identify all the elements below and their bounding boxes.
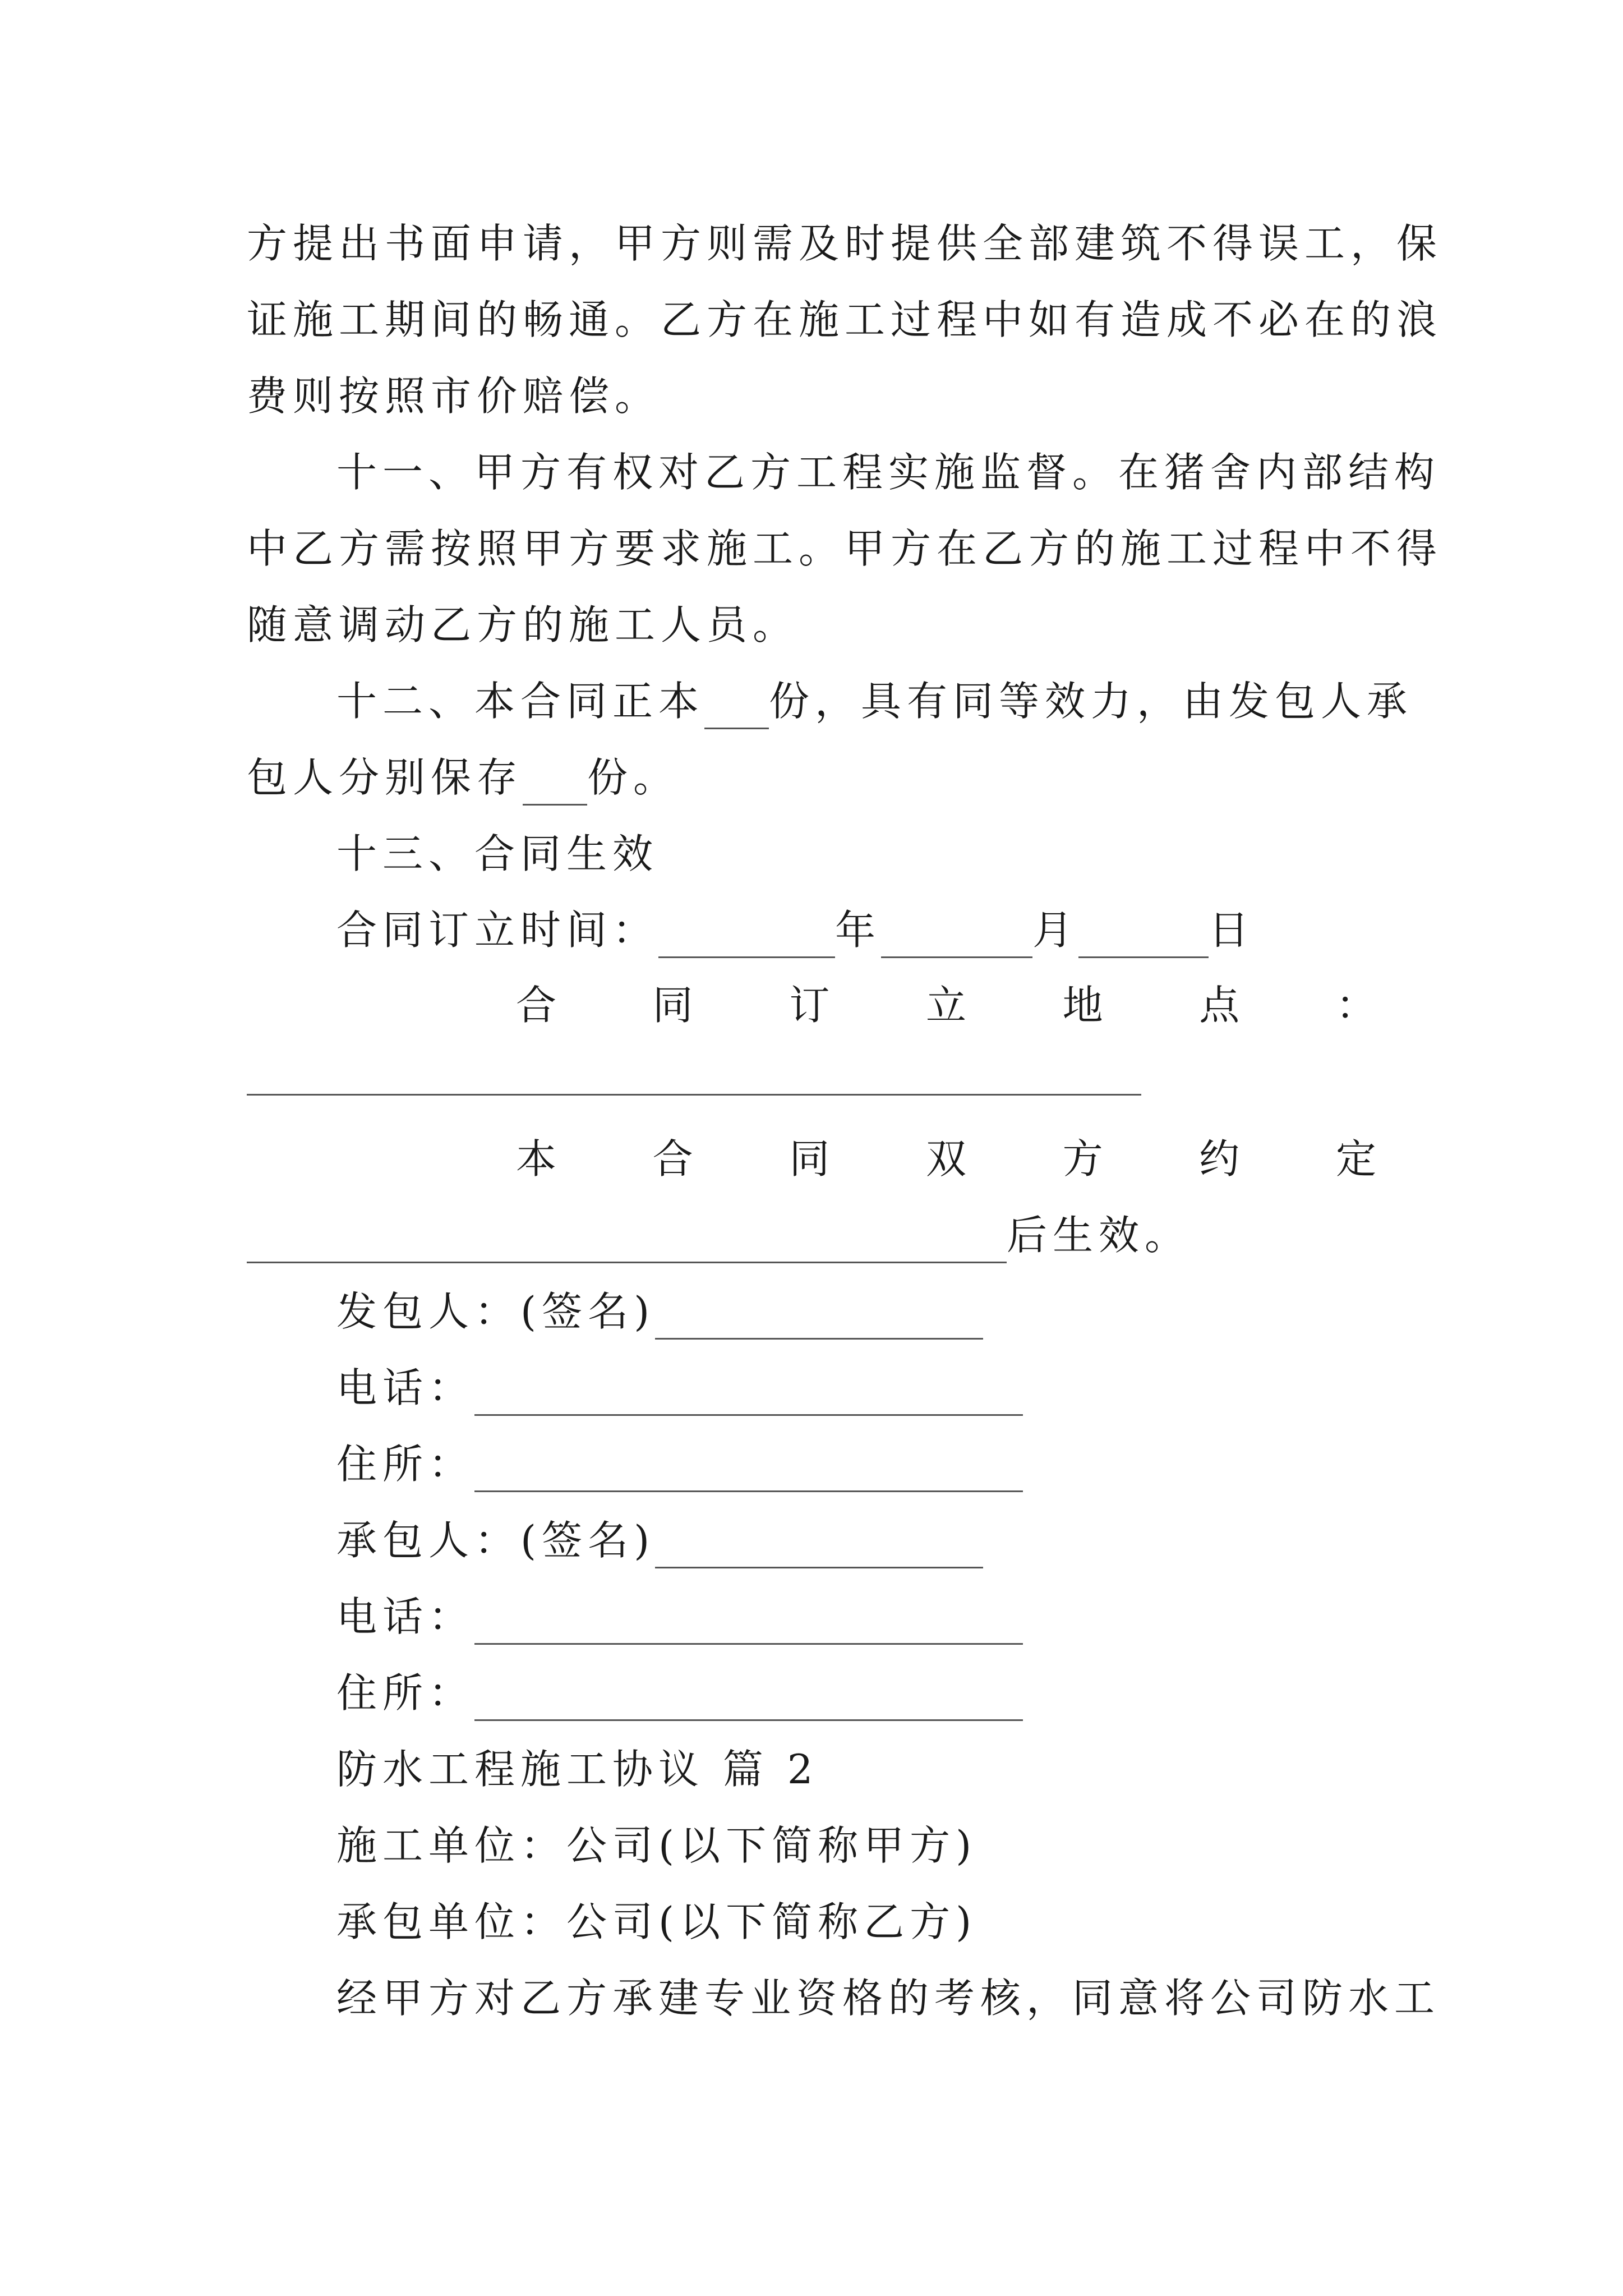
section-2-title: 防水工程施工协议 篇 2 <box>336 1746 819 1793</box>
paragraph-line: 费则按照市价赔偿。 <box>247 372 661 420</box>
party-a-sign-line <box>336 1283 983 1340</box>
party-a-label: 发包人：(签名) <box>336 1288 656 1335</box>
agreement-char: 合 <box>652 1135 693 1182</box>
party-b-phone-label: 电话： <box>336 1593 475 1640</box>
party-b-address-line <box>336 1665 1023 1721</box>
day-label: 日 <box>1209 907 1255 954</box>
sign-place-char: 合 <box>516 982 557 1029</box>
clause-11-line: 随意调动乙方的施工人员。 <box>247 601 799 648</box>
clause-13-heading: 十三、合同生效 <box>336 830 659 877</box>
agreement-char: 方 <box>1062 1135 1103 1182</box>
party-a-address-label: 住所： <box>336 1441 475 1488</box>
clause-11-line: 中乙方需按照甲方要求施工。甲方在乙方的施工过程中不得 <box>247 525 1443 572</box>
agreement-suffix: 后生效。 <box>1007 1212 1191 1259</box>
party-a-address-blank <box>474 1451 1023 1492</box>
sign-date-line <box>336 902 1255 958</box>
copies-blank <box>704 688 769 729</box>
agreement-char: 约 <box>1199 1135 1240 1182</box>
party-b-signature-blank <box>655 1527 983 1568</box>
party-b-sign-line <box>336 1512 983 1568</box>
agreement-blank <box>247 1222 1007 1263</box>
party-b-address-label: 住所： <box>336 1669 475 1717</box>
agreement-char: 同 <box>789 1135 830 1182</box>
sign-place-char: ： <box>1335 982 1376 1029</box>
sign-date-label: 合同订立时间： <box>336 907 659 954</box>
month-blank <box>881 917 1032 958</box>
contracting-unit: 承包单位：公司(以下简称乙方) <box>336 1898 978 1945</box>
party-b-label: 承包人：(签名) <box>336 1517 656 1564</box>
sign-place-char: 地 <box>1062 982 1103 1029</box>
clause-12-text: 份。 <box>587 754 680 801</box>
agreement-line <box>247 1131 1376 1187</box>
clause-12-text: 包人分别保存 <box>247 754 523 801</box>
month-label: 月 <box>1032 907 1079 954</box>
copies-blank <box>523 765 587 806</box>
clause-12-text: 十二、本合同正本 <box>336 678 705 725</box>
agreement-char: 双 <box>925 1135 966 1182</box>
clause-12-line <box>336 673 1413 729</box>
party-b-phone-line <box>336 1589 1023 1645</box>
agreement-char: 本 <box>516 1135 557 1182</box>
sign-place-char: 立 <box>925 982 966 1029</box>
paragraph-line: 证施工期间的畅通。乙方在施工过程中如有造成不必在的浪 <box>247 296 1443 343</box>
sign-place-blank <box>247 1094 1141 1096</box>
party-a-phone-blank <box>474 1375 1023 1416</box>
agreement-char: 定 <box>1335 1135 1376 1182</box>
year-blank <box>658 917 835 958</box>
party-b-address-blank <box>474 1680 1023 1721</box>
clause-12-line <box>247 749 679 806</box>
construction-unit: 施工单位：公司(以下简称甲方) <box>336 1822 978 1869</box>
paragraph-line: 方提出书面申请，甲方则需及时提供全部建筑不得误工，保 <box>247 220 1443 267</box>
year-label: 年 <box>835 907 882 954</box>
day-blank <box>1078 917 1209 958</box>
section-2-intro: 经甲方对乙方承建专业资格的考核，同意将公司防水工 <box>336 1975 1441 2022</box>
party-a-phone-line <box>336 1360 1023 1416</box>
clause-12-text: 份，具有同等效力，由发包人承 <box>769 678 1413 725</box>
sign-place-char: 同 <box>652 982 693 1029</box>
sign-place-char: 点 <box>1199 982 1240 1029</box>
party-b-phone-blank <box>474 1604 1023 1645</box>
agreement-line-2 <box>247 1207 1191 1263</box>
sign-place-line <box>247 977 1376 1033</box>
sign-place-char: 订 <box>789 982 830 1029</box>
clause-11-line: 十一、甲方有权对乙方工程实施监督。在猪舍内部结构 <box>336 449 1441 496</box>
party-a-address-line <box>336 1436 1023 1492</box>
party-a-signature-blank <box>655 1299 983 1340</box>
party-a-phone-label: 电话： <box>336 1364 475 1411</box>
